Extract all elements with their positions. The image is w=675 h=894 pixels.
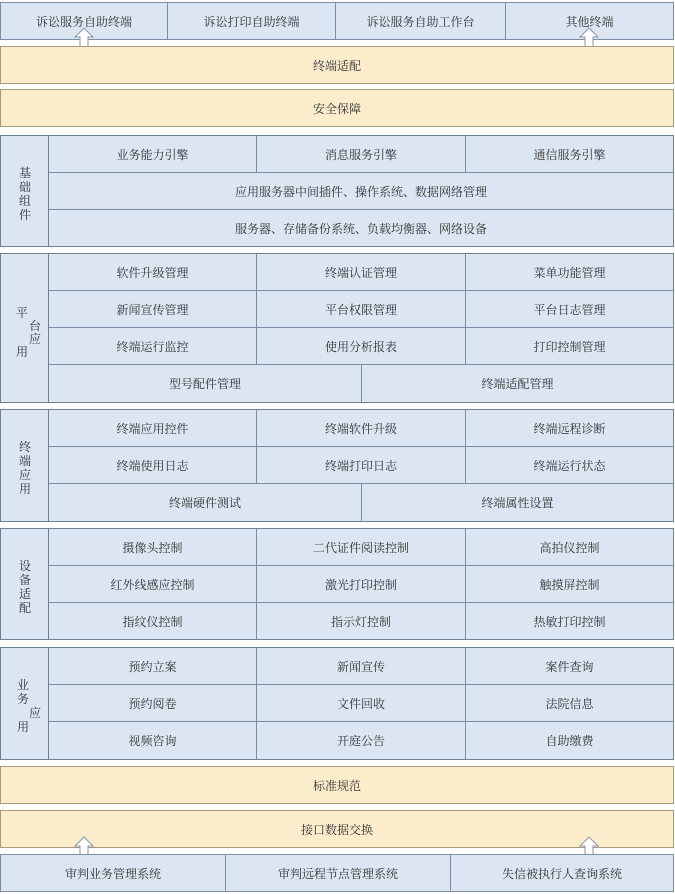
grid-cell: 预约阅卷	[49, 685, 257, 722]
grid-cell: 指纹仪控制	[49, 603, 257, 639]
grid-cell: 法院信息	[466, 685, 673, 722]
grid-cell: 视频咨询	[49, 722, 257, 759]
grid-cell: 软件升级管理	[49, 254, 257, 291]
grid-cell: 终端使用日志	[49, 447, 257, 484]
section-terminal-app	[0, 409, 674, 522]
section-business-app	[0, 647, 674, 760]
terminal-litigation-service: 诉讼服务自助终端	[0, 2, 168, 40]
grid-cell: 服务器、存储备份系统、负载均衡器、网络设备	[49, 210, 673, 246]
section-basic-components	[0, 135, 674, 247]
grid-cell: 终端软件升级	[257, 410, 466, 447]
interface-data-exchange-bar: 接口数据交换	[0, 810, 674, 848]
grid-cell: 终端打印日志	[257, 447, 466, 484]
system-trial-business: 审判业务管理系统	[0, 854, 226, 892]
section-label: 业 务 应 用	[1, 648, 49, 759]
grid-cell: 终端属性设置	[362, 484, 673, 521]
grid-cell: 案件查询	[466, 648, 673, 685]
grid-cell: 终端远程诊断	[466, 410, 673, 447]
system-dishonest-query: 失信被执行人查询系统	[451, 854, 674, 892]
section-label: 终 端 应 用	[1, 410, 49, 521]
grid-cell: 新闻宣传管理	[49, 291, 257, 328]
grid-cell: 红外线感应控制	[49, 566, 257, 603]
grid-cell: 摄像头控制	[49, 529, 257, 566]
grid-cell: 平台权限管理	[257, 291, 466, 328]
grid-cell: 通信服务引擎	[466, 136, 673, 173]
grid-cell: 终端运行监控	[49, 328, 257, 365]
grid-cell: 终端应用控件	[49, 410, 257, 447]
section-device-adaptation	[0, 528, 674, 640]
security-bar: 安全保障	[0, 89, 674, 127]
grid-cell: 业务能力引擎	[49, 136, 257, 173]
section-label: 基 础 组 件	[1, 136, 49, 246]
grid-cell: 开庭公告	[257, 722, 466, 759]
grid-cell: 触摸屏控制	[466, 566, 673, 603]
terminal-other: 其他终端	[506, 2, 674, 40]
standards-bar: 标准规范	[0, 766, 674, 804]
grid-cell: 高拍仪控制	[466, 529, 673, 566]
section-label: 设 备 适 配	[1, 529, 49, 639]
grid-cell: 文件回收	[257, 685, 466, 722]
terminal-litigation-workstation: 诉讼服务自助工作台	[336, 2, 506, 40]
grid-cell: 消息服务引擎	[257, 136, 466, 173]
grid-cell: 平台日志管理	[466, 291, 673, 328]
grid-cell: 二代证件阅读控制	[257, 529, 466, 566]
grid-cell: 型号配件管理	[49, 365, 362, 402]
section-label: 平 台 应 用	[1, 254, 49, 402]
grid-cell: 新闻宣传	[257, 648, 466, 685]
grid-cell: 应用服务器中间插件、操作系统、数据网络管理	[49, 173, 673, 210]
grid-cell: 预约立案	[49, 648, 257, 685]
grid-cell: 激光打印控制	[257, 566, 466, 603]
grid-cell: 自助缴费	[466, 722, 673, 759]
grid-cell: 菜单功能管理	[466, 254, 673, 291]
grid-cell: 终端运行状态	[466, 447, 673, 484]
grid-cell: 打印控制管理	[466, 328, 673, 365]
grid-cell: 热敏打印控制	[466, 603, 673, 639]
system-remote-node: 审判远程节点管理系统	[226, 854, 451, 892]
grid-cell: 终端认证管理	[257, 254, 466, 291]
terminal-litigation-print: 诉讼打印自助终端	[168, 2, 336, 40]
bottom-systems-row	[0, 854, 674, 892]
grid-cell: 终端适配管理	[362, 365, 673, 402]
section-platform-app	[0, 253, 674, 403]
top-terminals-row	[0, 2, 674, 40]
grid-cell: 终端硬件测试	[49, 484, 362, 521]
grid-cell: 使用分析报表	[257, 328, 466, 365]
terminal-adaptation-bar: 终端适配	[0, 46, 674, 84]
grid-cell: 指示灯控制	[257, 603, 466, 639]
